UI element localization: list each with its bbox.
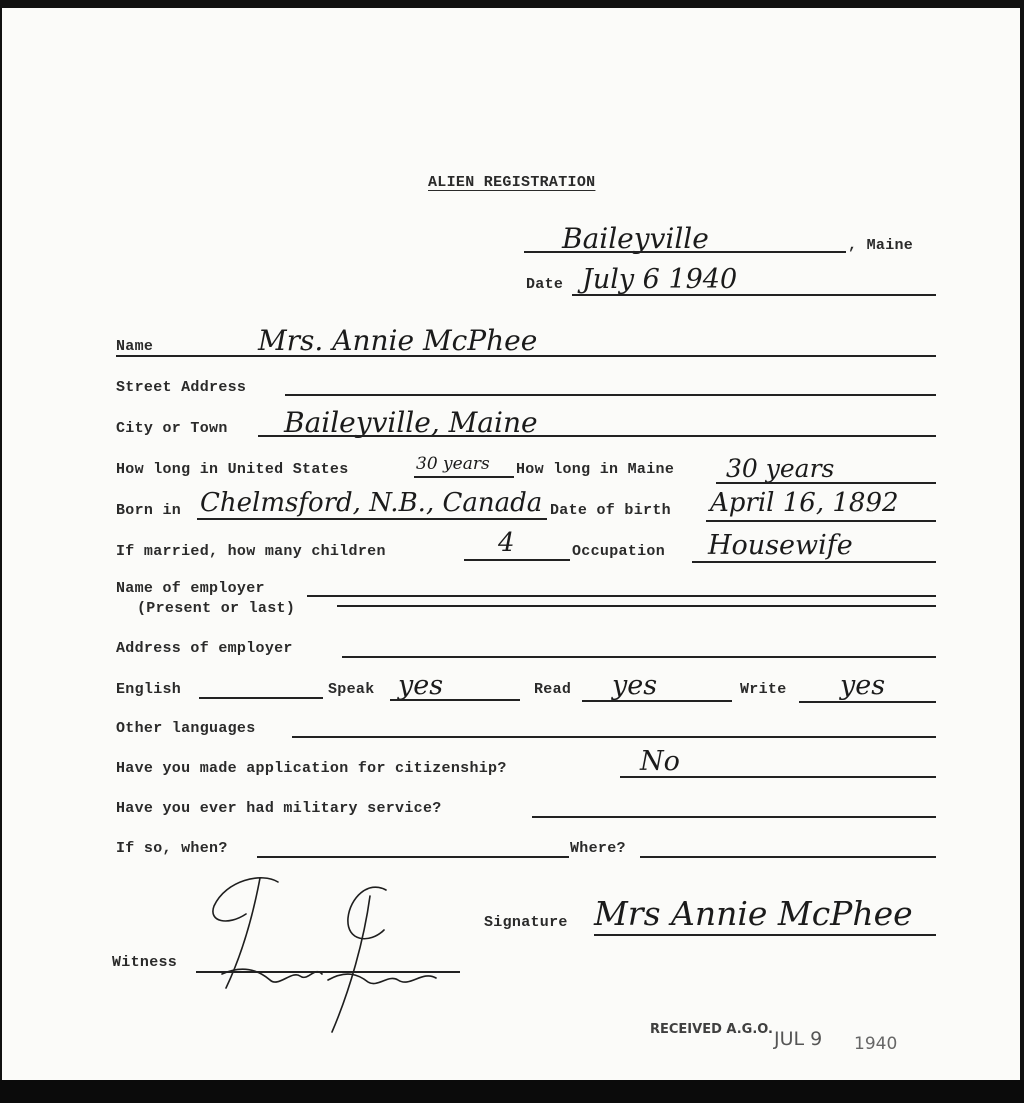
born-in-value: Chelmsford, N.B., Canada (200, 488, 543, 518)
citizenship-value: No (640, 746, 680, 777)
town-line (524, 251, 846, 253)
employer-line (307, 595, 936, 597)
other-languages-label: Other languages (116, 720, 256, 737)
write-value: yes (840, 670, 886, 701)
read-line (582, 700, 732, 702)
english-line (199, 697, 323, 699)
years-maine-line (716, 482, 936, 484)
read-value: yes (612, 670, 658, 701)
received-stamp-date: JUL 9 (774, 1028, 823, 1050)
name-line (116, 355, 936, 357)
signature-line (594, 934, 936, 936)
signature-value: Mrs Annie McPhee (594, 894, 913, 933)
date-value: July 6 1940 (582, 264, 738, 295)
years-us-line (414, 476, 514, 478)
write-label: Write (740, 681, 787, 698)
employer-sublabel: (Present or last) (137, 600, 296, 617)
state-label: , Maine (848, 237, 914, 254)
date-of-birth-label: Date of birth (550, 502, 671, 519)
military-line (532, 816, 936, 818)
occupation-label: Occupation (572, 543, 666, 560)
read-label: Read (534, 681, 572, 698)
when-label: If so, when? (116, 840, 228, 857)
born-in-label: Born in (116, 502, 182, 519)
military-label: Have you ever had military service? (116, 800, 442, 817)
witness-line (196, 971, 460, 973)
other-languages-line (292, 736, 936, 738)
witness-label: Witness (112, 954, 178, 971)
years-maine-value: 30 years (726, 454, 835, 483)
registration-form-page (2, 8, 1020, 1080)
where-line (640, 856, 936, 858)
years-us-value: 30 years (416, 454, 490, 474)
english-label: English (116, 681, 182, 698)
employer-address-line (342, 656, 936, 658)
date-line (572, 294, 936, 296)
employer-address-label: Address of employer (116, 640, 293, 657)
citizenship-label: Have you made application for citizenship? (116, 760, 507, 777)
form-title: ALIEN REGISTRATION (428, 174, 596, 191)
city-line (258, 435, 936, 437)
signature-label: Signature (484, 914, 568, 931)
children-line (464, 559, 570, 561)
children-label: If married, how many children (116, 543, 386, 560)
received-stamp-label: RECEIVED A.G.O. (650, 1022, 773, 1037)
town-value: Baileyville (562, 222, 709, 255)
years-maine-label: How long in Maine (516, 461, 675, 478)
speak-line (390, 699, 520, 701)
date-label: Date (526, 276, 564, 293)
name-label: Name (116, 338, 154, 355)
occupation-value: Housewife (708, 530, 853, 561)
employer-line-2 (337, 605, 936, 607)
citizenship-line (620, 776, 936, 778)
speak-label: Speak (328, 681, 375, 698)
born-in-line (197, 518, 547, 520)
employer-label: Name of employer (116, 580, 265, 597)
where-label: Where? (570, 840, 626, 857)
years-us-label: How long in United States (116, 461, 349, 478)
when-line (257, 856, 569, 858)
street-address-label: Street Address (116, 379, 247, 396)
name-value: Mrs. Annie McPhee (258, 324, 538, 357)
occupation-line (692, 561, 936, 563)
children-value: 4 (498, 528, 515, 558)
speak-value: yes (398, 670, 444, 701)
write-line (799, 701, 936, 703)
date-of-birth-value: April 16, 1892 (710, 488, 899, 518)
date-of-birth-line (706, 520, 936, 522)
scan-edge (0, 1080, 1024, 1103)
received-stamp-year: 1940 (854, 1034, 898, 1054)
city-label: City or Town (116, 420, 228, 437)
city-value: Baileyville, Maine (284, 406, 538, 439)
street-address-line (285, 394, 936, 396)
